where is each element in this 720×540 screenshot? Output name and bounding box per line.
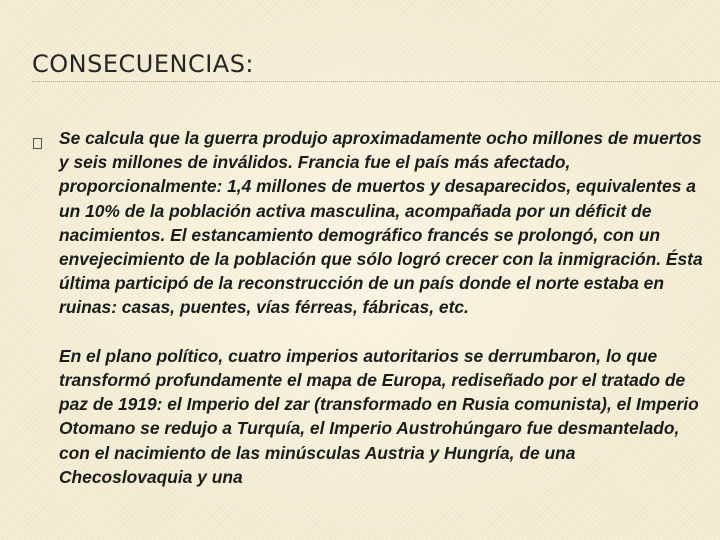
square-bullet-icon — [33, 138, 42, 149]
title-divider — [32, 81, 720, 82]
paragraph-casualties: Se calcula que la guerra produjo aproximadamente ocho millones de muertos y seis millones de inválidos. Francia fue el país más afectado, proporcionalmente: 1,4 millones de muertos y desaparecidos, equivalentes a un 10% de la población activa masculina, acompañada por un déficit de nacimientos. El estancamiento demográfico francés se prolongó, con un envejecimiento de la población que sólo logró crecer con la inmigración. Ésta última participó de la reconstrucción de un país donde el norte estaba en ruinas: casas, puentes, vías férreas, fábricas, etc. — [59, 128, 703, 318]
paragraph-political: En el plano político, cuatro imperios autoritarios se derrumbaron, lo que transformó profundamente el mapa de Europa, rediseñado por el tratado de paz de 1919: el Imperio del zar (transformado en Rusia comunista), el Imperio Otomano se redujo a Turquía, el Imperio Austrohúngaro fue desmantelado, con el nacimiento de las minúsculas Austria y Hungría, de una Checoslovaquia y una — [59, 345, 699, 487]
slide-title: CONSECUENCIAS: — [32, 50, 255, 78]
slide-body — [59, 126, 707, 489]
